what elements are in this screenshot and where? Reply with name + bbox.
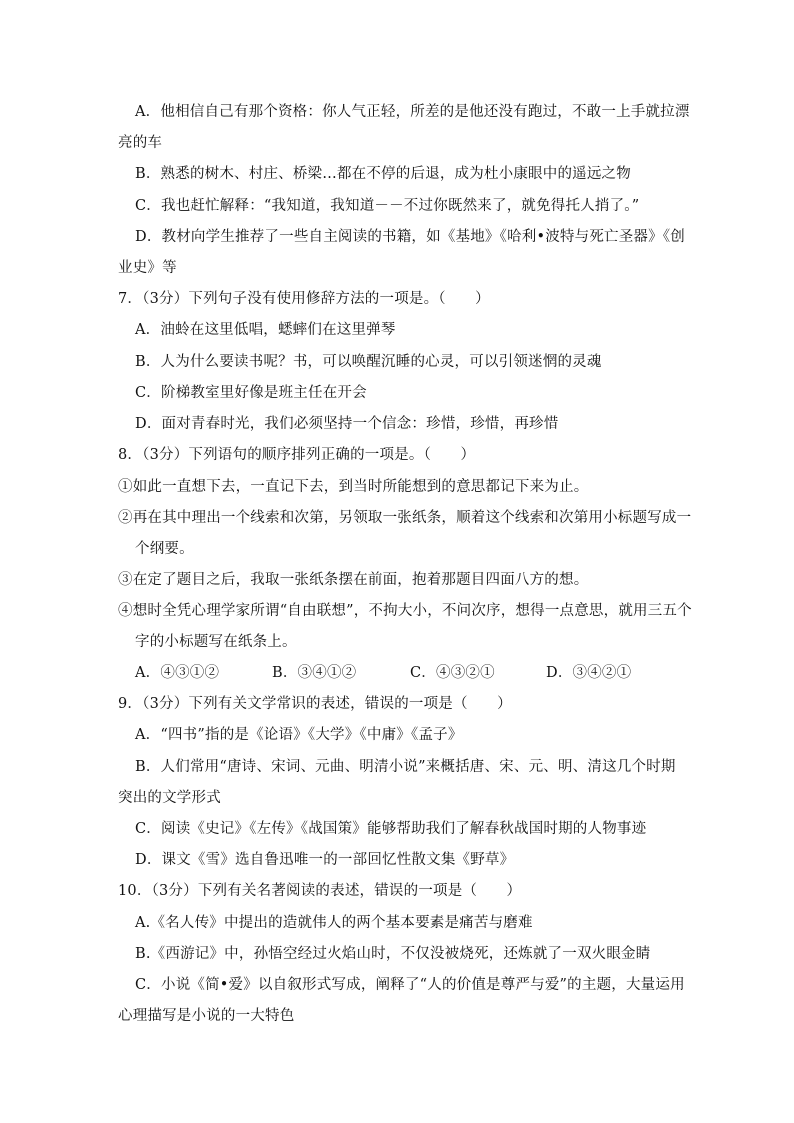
q9-option-a: A．“四书”指的是《论语》《大学》《中庸》《孟子》 bbox=[135, 727, 463, 743]
q7-option-a: A．油蛉在这里低唱，蟋蟀们在这里弹琴 bbox=[135, 322, 396, 338]
q10-option-c-line2: 心理描写是小说的一大特色 bbox=[118, 1008, 295, 1024]
q8-sentence-4-line2: 字的小标题写在纸条上。 bbox=[135, 634, 297, 650]
q10-option-c-line1: C．小说《简•爱》以自叙形式写成，阐释了“人的价值是尊严与爱”的主题，大量运用 bbox=[135, 977, 685, 993]
q6-option-c: C．我也赶忙解释：“我知道，我知道－－不过你既然来了，就免得托人捎了。” bbox=[135, 198, 640, 214]
q8-sentence-2-line2: 个纲要。 bbox=[135, 541, 194, 557]
q8-option-c: C．④③②① bbox=[410, 665, 495, 681]
q10-option-a: A.《名人传》中提出的造就伟人的两个基本要素是痛苦与磨难 bbox=[135, 915, 533, 931]
q8-stem: 8．（3分）下列语句的顺序排列正确的一项是。（ ） bbox=[118, 447, 476, 463]
q6-option-d-line1: D．教材向学生推荐了一些自主阅读的书籍，如《基地》《哈利•波特与死亡圣器》《创 bbox=[135, 229, 685, 245]
q8-sentence-4-line1: ④想时全凭心理学家所谓“自由联想”，不拘大小，不问次序，想得一点意思，就用三五个 bbox=[118, 603, 692, 619]
q6-option-a-line2: 亮的车 bbox=[118, 135, 163, 151]
q8-option-b: B．③④①② bbox=[272, 665, 357, 681]
q6-option-d-line2: 业史》等 bbox=[118, 260, 177, 276]
q7-option-b: B．人为什么要读书呢？书，可以唤醒沉睡的心灵，可以引领迷惘的灵魂 bbox=[135, 354, 602, 370]
q9-option-d: D．课文《雪》选自鲁迅唯一的一部回忆性散文集《野草》 bbox=[135, 852, 515, 868]
q7-option-d: D．面对青春时光，我们必须坚持一个信念：珍惜，珍惜，再珍惜 bbox=[135, 416, 559, 432]
q9-option-c: C．阅读《史记》《左传》《战国策》能够帮助我们了解春秋战国时期的人物事迹 bbox=[135, 821, 647, 837]
q6-option-b: B．熟悉的树木、村庄、桥梁…都在不停的后退，成为杜小康眼中的遥远之物 bbox=[135, 166, 631, 182]
q7-option-c: C．阶梯教室里好像是班主任在开会 bbox=[135, 385, 367, 401]
q8-option-d: D．③④②① bbox=[546, 665, 632, 681]
q10-stem: 10．（3分）下列有关名著阅读的表述，错误的一项是（ ） bbox=[118, 883, 522, 899]
q8-option-a: A．④③①② bbox=[135, 665, 220, 681]
q8-sentence-3: ③在定了题目之后，我取一张纸条摆在前面，抱着那题目四面八方的想。 bbox=[118, 572, 589, 588]
q8-sentence-2-line1: ②再在其中理出一个线索和次第，另领取一张纸条，顺着这个线索和次第用小标题写成一 bbox=[118, 510, 692, 526]
q9-option-b-line1: B．人们常用“唐诗、宋词、元曲、明清小说”来概括唐、宋、元、明、清这几个时期 bbox=[135, 759, 676, 775]
q6-option-a-line1: A．他相信自己有那个资格：你人气正轻，所差的是他还没有跑过，不敢一上手就拉漂 bbox=[135, 104, 690, 120]
q9-option-b-line2: 突出的文学形式 bbox=[118, 790, 221, 806]
q10-option-b: B.《西游记》中，孙悟空经过火焰山时，不仅没被烧死，还炼就了一双火眼金睛 bbox=[135, 946, 651, 962]
q9-stem: 9．（3分）下列有关文学常识的表述，错误的一项是（ ） bbox=[118, 696, 512, 712]
q8-sentence-1: ①如此一直想下去，一直记下去，到当时所能想到的意思都记下来为止。 bbox=[118, 479, 589, 495]
q7-stem: 7．（3分）下列句子没有使用修辞方法的一项是。（ ） bbox=[118, 291, 490, 307]
